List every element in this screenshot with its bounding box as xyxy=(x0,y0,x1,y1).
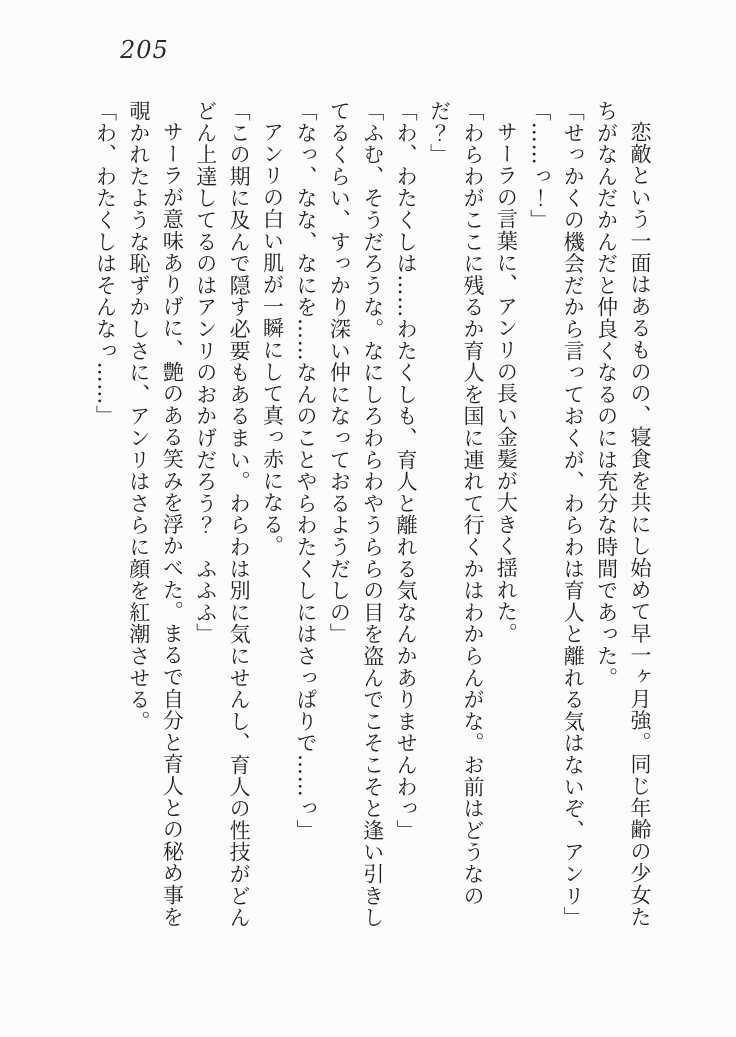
paragraph: 「わ、わたくしはそんなっ……」 xyxy=(93,100,118,427)
paragraph: 「わらわがここに残るか育人を国に連れて行くかはわからんがな。お前はどうなのだ？」 xyxy=(427,100,485,907)
paragraph: 「ふむ、そうだろうな。なにしろわらわやうららの目を盗んでこそこそと逢い引きしてるくらい、すっかり深い仲になっておるようだしの」 xyxy=(327,100,385,929)
paragraph: 「わ、わたくしは……わたくしも、育人と離れる気なんかありませんわっ」 xyxy=(394,100,419,842)
page-number: 205 xyxy=(120,36,169,64)
paragraph: 「なっ、なな、なにを……なんのことやらわたくしにはさっぱりで……っ」 xyxy=(293,100,318,842)
paragraph: 恋敵という一面はあるものの、寝食を共にし始めて早一ヶ月強。同じ年齢の少女たちがなんだかんだと仲良くなるのには充分な時間であった。 xyxy=(594,100,652,928)
paragraph: 「……っ！」 xyxy=(527,100,552,231)
paragraph: アンリの白い肌が一瞬にして真っ赤になる。 xyxy=(260,121,285,557)
novel-text-block xyxy=(88,100,656,932)
paragraph: サーラの言葉に、アンリの長い金髪が大きく揺れた。 xyxy=(494,121,519,645)
paragraph: サーラが意味ありげに、艶のある笑みを浮かべた。まるで自分と育人との秘め事を覗かれたような恥ずかしさに、アンリはさらに顔を紅潮させる。 xyxy=(126,100,185,928)
paragraph: 「せっかくの機会だから言っておくが、わらわは育人と離れる気はないぞ、アンリ」 xyxy=(561,100,586,929)
paragraph: 「この期に及んで隠す必要もあるまい。わらわは別に気にせんし、育人の性技がどんどん上達してるのはアンリのおかげだろう？ ふふふ」 xyxy=(193,100,252,929)
